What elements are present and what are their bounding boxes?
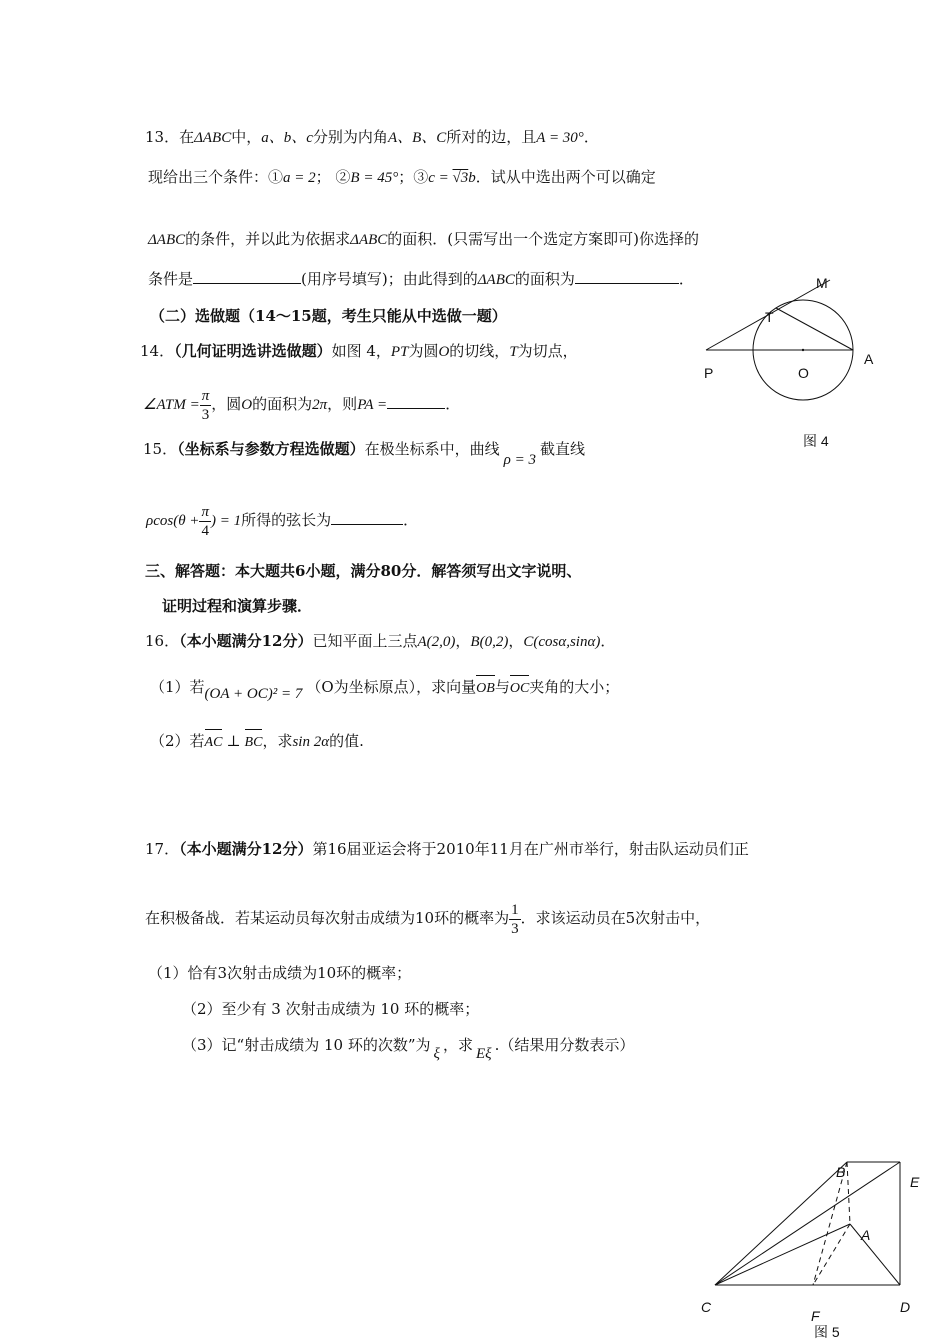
q16-line1 xyxy=(145,630,615,653)
q14-area: 2π xyxy=(312,397,328,413)
q14-o: O xyxy=(241,397,253,413)
q13-text: 13．在 xyxy=(145,128,195,146)
q13-sides: a、b、c xyxy=(261,130,313,146)
q17-text: .（结果用分数表示） xyxy=(494,1036,635,1054)
q17-line1 xyxy=(145,838,749,860)
q14-text: 的切线， xyxy=(449,342,510,360)
q13-text: 中， xyxy=(231,128,262,146)
q15-fraction xyxy=(199,503,211,540)
fig5-caption: 图 5 xyxy=(814,1324,840,1340)
q14-pt: PT xyxy=(390,344,409,360)
q13-cond1: a = 2 xyxy=(283,170,316,186)
fig5-label-d: D xyxy=(900,1299,911,1315)
q15-line1 xyxy=(143,438,585,468)
q13-line3 xyxy=(148,228,699,251)
q17-frac-num: 1 xyxy=(511,901,519,918)
q16-text: ， xyxy=(508,632,524,650)
q14-line2 xyxy=(143,382,460,427)
q16-perp: ⊥ xyxy=(226,732,241,750)
q13-triangle: ΔABC xyxy=(194,130,232,146)
fig4-line-ta xyxy=(776,308,853,350)
q17-fraction xyxy=(509,901,521,938)
q17-text: 第16届亚运会将于2010年11月在广州市举行，射击队运动员们正 xyxy=(312,840,749,858)
q16-number: 16． xyxy=(145,632,180,650)
q16-p1-expr: (OA + OC)² = 7 xyxy=(204,686,303,702)
q16-part2 xyxy=(150,726,364,754)
q17-part3 xyxy=(182,1034,635,1062)
q15-frac-num: π xyxy=(201,503,209,520)
q13-triangle: ΔABC xyxy=(148,232,186,248)
q16-point-c: C(cosα,sinα) xyxy=(523,634,601,650)
q16-vector-ac: AC xyxy=(205,726,223,754)
q15-text: ． xyxy=(403,511,419,529)
q14-t: T xyxy=(509,344,518,360)
q13-text: (用序号填写)；由此得到的 xyxy=(301,270,478,288)
q16-text: 夹角的大小； xyxy=(529,678,620,696)
q16-point-b: B(0,2) xyxy=(470,634,509,650)
fig5-edge-ba-dashed xyxy=(847,1162,850,1224)
fig5-edge-ad xyxy=(850,1224,900,1285)
q16-vector-ob: OB xyxy=(476,672,495,700)
q15-line2 xyxy=(146,498,418,543)
q16-text: ． xyxy=(600,632,616,650)
q13-text: 现给出三个条件：① xyxy=(148,168,284,186)
q13-text: 的条件，并以此为依据求 xyxy=(185,230,351,248)
q14-text: 如图 4， xyxy=(331,342,391,360)
q17-tag: （本小题满分12分） xyxy=(179,840,313,858)
fig5-label-b: B xyxy=(836,1164,846,1180)
q13-text: ；③ xyxy=(398,168,429,186)
q13-cond2: B = 45° xyxy=(350,170,399,186)
q16-vector-bc: BC xyxy=(245,726,263,754)
fig5-edge-bf-dashed xyxy=(813,1162,847,1285)
q16-text: ， xyxy=(455,632,471,650)
figure-4 xyxy=(690,270,890,450)
section-3-subheading: 证明过程和演算步骤． xyxy=(162,597,313,615)
q13-text: ． xyxy=(583,128,599,146)
q17-frac-den: 3 xyxy=(511,920,519,937)
q13-text: 的面积为 xyxy=(514,270,575,288)
q17-text: （3）记“射击成绩为 10 环的次数”为 xyxy=(182,1036,431,1054)
q13-answer-blank-2[interactable] xyxy=(575,269,679,284)
q15-line-post: ) = 1 xyxy=(210,513,242,529)
q13-cond3-sqrt: √3 xyxy=(452,170,469,186)
q16-tag: （本小题满分12分） xyxy=(179,632,313,650)
q14-frac-num: π xyxy=(201,387,210,404)
q15-tag: （坐标系与参数方程选做题） xyxy=(177,440,365,458)
q16-text: （1）若 xyxy=(150,678,205,696)
q17-text: ，求 xyxy=(442,1036,473,1054)
q14-text: 为圆 xyxy=(408,342,439,360)
q16-point-a: A(2,0) xyxy=(417,634,456,650)
fig5-label-e: E xyxy=(910,1174,920,1190)
q13-cond3-post: b xyxy=(468,170,476,186)
q13-cond3-pre: c = xyxy=(428,170,453,186)
q15-frac-den: 4 xyxy=(201,522,209,539)
q13-text: ． xyxy=(678,270,694,288)
q14-text: 为切点， xyxy=(517,342,578,360)
q15-line-pre: ρcos(θ + xyxy=(146,513,200,529)
q13-cond-a: A = 30° xyxy=(536,130,584,146)
q16-text: （O为坐标原点），求向量 xyxy=(306,678,477,696)
fig4-label-a: A xyxy=(864,351,874,367)
q17-text: 在积极备战．若某运动员每次射击成绩为10环的概率为 xyxy=(145,909,510,927)
fig4-label-t: T xyxy=(765,309,774,325)
fig4-label-m: M xyxy=(816,275,828,291)
figure-5 xyxy=(695,1150,935,1340)
q13-text: 所对的边，且 xyxy=(446,128,537,146)
q13-line4 xyxy=(148,268,694,291)
q16-text: （2）若 xyxy=(150,732,205,750)
q17-part1: （1）恰有3次射击成绩为10环的概率； xyxy=(148,964,412,982)
q13-answer-blank-1[interactable] xyxy=(193,269,301,284)
q15-number: 15． xyxy=(143,440,178,458)
fig4-center-dot xyxy=(802,349,804,351)
q14-angle: ∠ATM = xyxy=(143,397,200,413)
q13-cond3 xyxy=(428,170,476,186)
q17-xi: ξ xyxy=(433,1046,440,1062)
section-2-heading: （二）选做题（14～15题，考生只能从中选做一题） xyxy=(150,307,507,325)
q17-exi: Eξ xyxy=(475,1046,492,1062)
q14-line1 xyxy=(140,340,578,363)
fig4-label-p: P xyxy=(704,365,714,381)
q16-text: ，求 xyxy=(262,732,293,750)
fig5-edge-af-dashed xyxy=(813,1224,850,1285)
q13-text: 分别为内角 xyxy=(312,128,388,146)
q14-frac-den: 3 xyxy=(201,406,210,423)
q14-answer-blank[interactable] xyxy=(387,394,445,409)
q14-pa: PA = xyxy=(357,397,388,413)
fig4-caption: 图 4 xyxy=(803,433,829,449)
q16-text: 的值. xyxy=(329,732,364,750)
q13-angles: A、B、C xyxy=(387,130,447,146)
q14-o: O xyxy=(438,344,450,360)
q13-text: ．试从中选出两个可以确定 xyxy=(475,168,656,186)
section-3-heading: 三、解答题：本大题共6小题，满分80分．解答须写出文字说明、 xyxy=(145,562,582,580)
q13-text: ； ② xyxy=(315,168,351,186)
q14-text: ，圆 xyxy=(211,395,242,413)
q14-fraction xyxy=(200,387,212,424)
q13-line2 xyxy=(148,166,656,189)
q13-text: 条件是 xyxy=(148,270,194,288)
q14-text: ，则 xyxy=(327,395,358,413)
q17-part2: （2）至少有 3 次射击成绩为 10 环的概率； xyxy=(182,1000,480,1018)
q15-text: 截直线 xyxy=(539,440,585,458)
q16-text: 与 xyxy=(494,678,510,696)
q13-text: 的面积．(只需写出一个选定方案即可)你选择的 xyxy=(387,230,700,248)
fig5-label-c: C xyxy=(701,1299,712,1315)
q17-number: 17． xyxy=(145,840,180,858)
fig5-edge-cb xyxy=(715,1162,847,1285)
q15-answer-blank[interactable] xyxy=(331,510,403,525)
q15-text: 在极坐标系中，曲线 xyxy=(364,440,500,458)
q13-triangle: ΔABC xyxy=(350,232,388,248)
q14-tag: （几何证明选讲选做题） xyxy=(174,342,332,360)
q15-text: 所得的弦长为 xyxy=(241,511,332,529)
q17-line2 xyxy=(145,896,710,940)
q13-line1 xyxy=(145,126,599,149)
fig4-label-o: O xyxy=(798,365,809,381)
q16-text: 已知平面上三点 xyxy=(312,632,418,650)
q17-text: ．求该运动员在5次射击中， xyxy=(520,909,711,927)
fig5-edge-ca xyxy=(715,1224,850,1285)
fig5-label-a: A xyxy=(861,1227,871,1243)
fig5-edge-ce xyxy=(715,1162,900,1285)
q16-vector-oc: OC xyxy=(510,672,529,700)
q14-text: 的面积为 xyxy=(252,395,313,413)
q16-part1 xyxy=(150,672,619,700)
q16-p2-expr: sin 2α xyxy=(292,734,330,750)
q13-triangle: ΔABC xyxy=(477,272,515,288)
q14-text: ． xyxy=(445,395,461,413)
q14-number: 14． xyxy=(140,342,175,360)
q15-curve: ρ = 3 xyxy=(503,452,536,468)
fig5-label-f: F xyxy=(811,1308,820,1324)
